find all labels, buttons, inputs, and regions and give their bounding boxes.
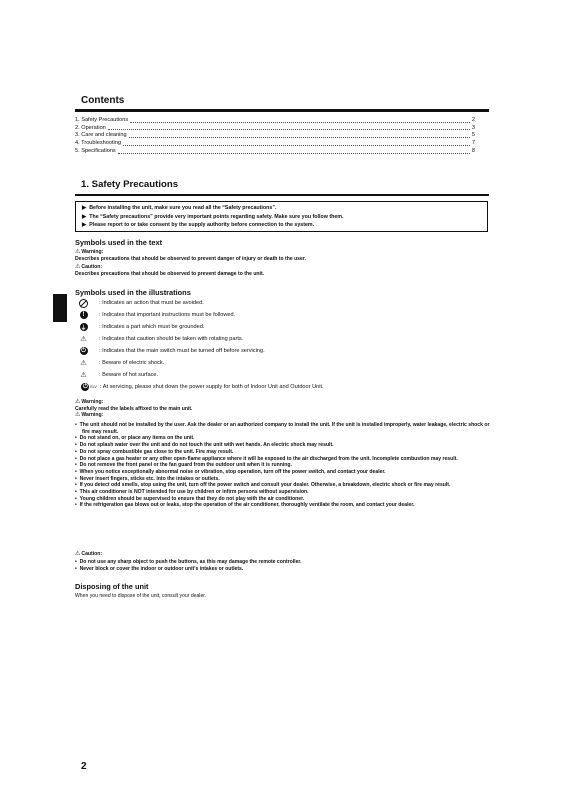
warning-triangle-icon: ⚠ — [75, 249, 81, 255]
table-of-contents — [75, 117, 475, 156]
list-item: • This air conditioner is NOT intended for use by children or infirm persons without supervision. — [75, 489, 309, 496]
warning-triangle-icon: ⚠ — [75, 399, 81, 405]
symbol-row: ⚠ : Beware of hot surface. — [80, 372, 159, 379]
list-item: • The unit should not be installed by the user. Ask the dealer or an authorized company to install the unit. If the unit is installed improperly, water leakage, electric shock or fire may result. — [75, 422, 490, 435]
arrow-right-icon: ▶ — [82, 205, 87, 211]
symbol-row: ⏚ : Indicates a part which must be grounded. — [80, 324, 205, 332]
toc-entry[interactable] — [75, 140, 475, 148]
arrow-right-icon: ▶ — [82, 213, 87, 220]
warning-triangle-icon: ⚠ — [75, 551, 81, 557]
list-item: • If you detect odd smells, stop using the unit, turn off the power switch and consult your dealer. Otherwise, a breakdown, electric shock or fire may result. — [75, 482, 451, 489]
toc-label: 3. Care and cleaning — [75, 132, 127, 139]
toc-entry[interactable] — [75, 125, 475, 133]
list-item: • Young children should be supervised to ensure that they do not play with the air conditioner. — [75, 495, 305, 502]
chapter-tab — [53, 294, 67, 322]
caution-list — [75, 559, 491, 572]
power-off-icon: ⏻ ELV — [82, 383, 97, 390]
list-item: • Do not remove the front panel or the fan guard from the outdoor unit when it is running. — [75, 462, 292, 469]
list-item: • Do not splash water over the unit and do not touch the unit with wet hands. An electric shock may result. — [75, 442, 334, 449]
list-item: • Do not spray combustible gas close to the unit. Fire may result. — [75, 448, 234, 455]
disposal-text: When you need to dispose of the unit, consult your dealer. — [75, 593, 207, 599]
list-item: • If the refrigeration gas blows out or leaks, stop the operation of the air conditioner, thoroughly ventilate the room, and contact your dealer. — [75, 502, 415, 509]
symbol-row: ⚠ : Beware of electric shock. — [80, 360, 165, 367]
symbol-row: ⏻ ELV : At servicing, please shut down the power supply for both of Indoor Unit and Outdoor Unit. — [79, 382, 324, 392]
toc-page: 5 — [471, 132, 475, 139]
contents-heading: Contents — [81, 95, 125, 106]
symbols-text-block: ⚠Warning: Describes precautions that should be observed to prevent danger of injury or death to the user. ⚠Caution: Describes precautions that should be observed to prevent damage to the unit. — [75, 249, 306, 277]
list-item: • Do not place a gas heater or any other open-flame appliance where it will be exposed to the air discharged from the unit. Incomplete combustion may result. — [75, 455, 458, 462]
toc-page: 7 — [471, 140, 475, 147]
caution-label: ⚠Caution: — [75, 551, 103, 557]
toc-leader — [123, 140, 470, 146]
list-item: • Do not use any sharp object to push the buttons, as this may damage the remote controller. — [75, 559, 302, 565]
symbol-row: ⏻ : Indicates that the main switch must be turned off before servicing. — [79, 346, 265, 356]
mandatory-icon: ! — [79, 311, 88, 320]
toc-entry[interactable] — [75, 117, 475, 125]
notice-line: ▶ Before installing the unit, make sure you read all the “Safety precautions”. — [82, 205, 277, 211]
toc-leader — [108, 125, 470, 131]
notice-box — [75, 201, 488, 232]
main-switch-icon: ⏻ — [81, 347, 86, 354]
warning-triangle-icon: ⚠ — [75, 412, 81, 419]
notice-line: ▶ The “Safety precautions” provide very important points regarding safety. Make sure you follow them. — [82, 213, 344, 220]
toc-entry[interactable] — [75, 132, 475, 140]
toc-leader — [129, 132, 470, 138]
list-item: • Do not stand on, or place any items on the unit. — [75, 435, 195, 442]
rotating-parts-icon: ⚠ — [80, 336, 87, 343]
toc-leader — [130, 117, 470, 123]
symbol-row: : Indicates an action that must be avoided. — [79, 298, 204, 308]
toc-label: 1. Safety Precautions — [75, 117, 129, 123]
symbol-row: ! : Indicates that important instructions must be followed. — [79, 310, 235, 320]
section-title: 1. Safety Precautions — [81, 179, 179, 190]
toc-label: 2. Operation — [75, 124, 106, 131]
disposal-heading: Disposing of the unit — [75, 582, 149, 591]
list-item: • Never insert fingers, sticks etc. into the intakes or outlets. — [75, 475, 220, 482]
symbol-row: ⚠ : Indicates that caution should be taken with rotating parts. — [80, 336, 244, 343]
toc-entry[interactable] — [75, 148, 475, 156]
section-rule — [75, 194, 489, 196]
notice-line: ▶ Please report to or take consent by the supply authority before connection to the system. — [82, 222, 315, 229]
list-item: • Never block or cover the indoor or outdoor unit's intakes or outlets. — [75, 565, 244, 572]
page-number: 2 — [81, 761, 87, 772]
toc-leader — [118, 148, 470, 154]
arrow-right-icon: ▶ — [82, 222, 87, 229]
prohibited-icon — [79, 299, 88, 308]
symbols-illus-heading: Symbols used in the illustrations — [75, 288, 191, 297]
symbols-text-heading: Symbols used in the text — [75, 238, 163, 247]
toc-label: 4. Troubleshooting — [75, 140, 122, 147]
toc-page: 3 — [471, 124, 475, 131]
toc-page: 2 — [471, 117, 475, 123]
toc-label: 5. Specifications — [75, 147, 116, 154]
toc-page: 8 — [471, 147, 475, 154]
list-item: • When you notice exceptionally abnormal noise or vibration, stop operation, turn off the power switch, and contact your dealer. — [75, 468, 386, 475]
warning-triangle-icon: ⚠ — [75, 264, 81, 271]
contents-rule — [75, 109, 489, 112]
warning-list — [75, 422, 491, 509]
hot-surface-icon: ⚠ — [80, 372, 87, 379]
warning-labels-note: ⚠Warning: Carefully read the labels affixed to the main unit. ⚠Warning: — [75, 399, 193, 419]
ground-icon: ⏚ — [79, 323, 88, 332]
electric-shock-icon: ⚠ — [80, 360, 87, 367]
